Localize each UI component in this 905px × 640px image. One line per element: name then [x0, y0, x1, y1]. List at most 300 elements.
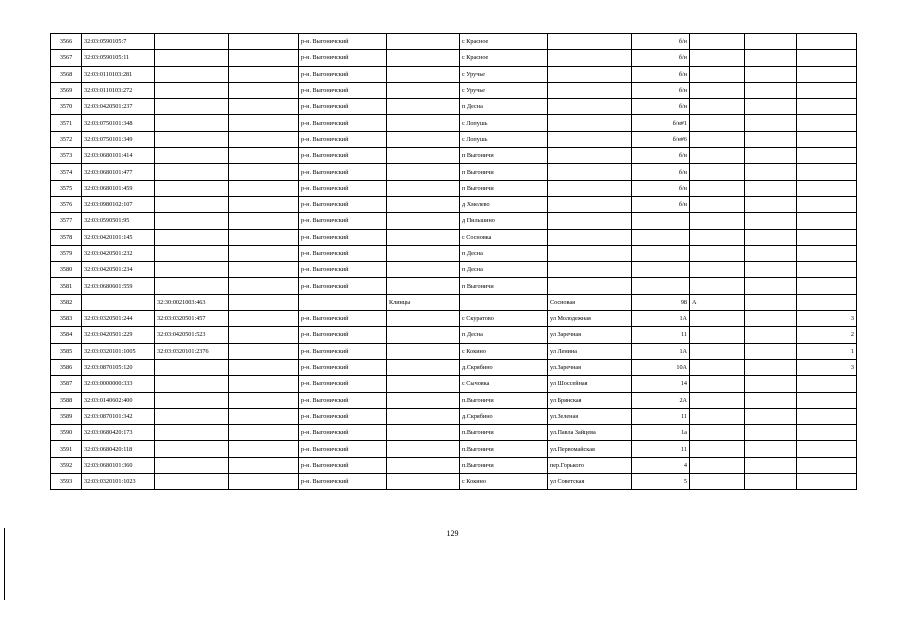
table-row	[51, 34, 857, 50]
city-cell	[387, 376, 460, 392]
empty-cell	[229, 392, 299, 408]
house-number-cell	[632, 229, 690, 245]
settlement-cell: с Уручье	[460, 82, 548, 98]
empty-cell	[229, 131, 299, 147]
building-cell	[690, 441, 745, 457]
district-cell: р-н. Выгоничский	[299, 115, 387, 131]
extra-number-cell	[797, 425, 857, 441]
empty-cell	[745, 245, 797, 261]
extra-number-cell	[797, 278, 857, 294]
cadastral-number-cell: 32:03:0680101:360	[82, 457, 155, 473]
building-cell	[690, 50, 745, 66]
settlement-cell: д Хмелево	[460, 196, 548, 212]
city-cell	[387, 392, 460, 408]
settlement-cell: с Лопушь	[460, 131, 548, 147]
extra-number-cell	[797, 457, 857, 473]
city-cell	[387, 34, 460, 50]
new-cadastral-number-cell	[155, 131, 229, 147]
cadastral-number-cell: 32:03:0750101:349	[82, 131, 155, 147]
settlement-cell: п Выгоничи	[460, 180, 548, 196]
house-number-cell: б/н#6	[632, 131, 690, 147]
new-cadastral-number-cell: 32:03:0320501:457	[155, 311, 229, 327]
settlement-cell: п Десна	[460, 245, 548, 261]
table-body	[51, 34, 857, 490]
building-cell	[690, 229, 745, 245]
city-cell	[387, 213, 460, 229]
table-row	[51, 164, 857, 180]
row-number-cell: 3576	[51, 196, 82, 212]
building-cell	[690, 196, 745, 212]
empty-cell	[745, 327, 797, 343]
building-cell	[690, 343, 745, 359]
settlement-cell: п Десна	[460, 262, 548, 278]
new-cadastral-number-cell	[155, 66, 229, 82]
settlement-cell: п Десна	[460, 327, 548, 343]
cadastral-number-cell: 32:03:0110103:272	[82, 82, 155, 98]
city-cell: Клинцы	[387, 294, 460, 310]
extra-number-cell	[797, 148, 857, 164]
street-cell	[548, 82, 632, 98]
cadastral-number-cell: 32:03:0980102:107	[82, 196, 155, 212]
empty-cell	[745, 278, 797, 294]
cadastral-number-cell: 32:03:0000000:333	[82, 376, 155, 392]
extra-number-cell: 1	[797, 343, 857, 359]
row-number-cell: 3583	[51, 311, 82, 327]
empty-cell	[745, 229, 797, 245]
district-cell: р-н. Выгоничский	[299, 441, 387, 457]
empty-cell	[745, 213, 797, 229]
new-cadastral-number-cell	[155, 245, 229, 261]
empty-cell	[229, 245, 299, 261]
city-cell	[387, 327, 460, 343]
empty-cell	[229, 376, 299, 392]
house-number-cell: 11	[632, 327, 690, 343]
row-number-cell: 3585	[51, 343, 82, 359]
district-cell: р-н. Выгоничский	[299, 164, 387, 180]
street-cell	[548, 278, 632, 294]
empty-cell	[229, 196, 299, 212]
building-cell	[690, 66, 745, 82]
cadastral-number-cell: 32:03:0420501:237	[82, 99, 155, 115]
district-cell: р-н. Выгоничский	[299, 229, 387, 245]
house-number-cell	[632, 278, 690, 294]
table-row	[51, 343, 857, 359]
city-cell	[387, 115, 460, 131]
new-cadastral-number-cell	[155, 425, 229, 441]
settlement-cell: д.Скрябино	[460, 408, 548, 424]
row-number-cell: 3580	[51, 262, 82, 278]
new-cadastral-number-cell	[155, 115, 229, 131]
building-cell	[690, 164, 745, 180]
house-number-cell	[632, 262, 690, 278]
new-cadastral-number-cell	[155, 164, 229, 180]
empty-cell	[745, 196, 797, 212]
table-row	[51, 50, 857, 66]
empty-cell	[745, 148, 797, 164]
settlement-cell: с Лопушь	[460, 115, 548, 131]
table-row	[51, 359, 857, 375]
empty-cell	[745, 294, 797, 310]
table-row	[51, 408, 857, 424]
district-cell: р-н. Выгоничский	[299, 66, 387, 82]
street-cell	[548, 99, 632, 115]
cadastral-number-cell: 32:03:0590105:7	[82, 34, 155, 50]
cadastral-number-cell: 32:03:0420101:145	[82, 229, 155, 245]
settlement-cell: с Уручье	[460, 66, 548, 82]
empty-cell	[229, 99, 299, 115]
new-cadastral-number-cell	[155, 196, 229, 212]
row-number-cell: 3582	[51, 294, 82, 310]
settlement-cell: п.Выгоничи	[460, 392, 548, 408]
extra-number-cell	[797, 229, 857, 245]
street-cell	[548, 50, 632, 66]
empty-cell	[229, 50, 299, 66]
cadastral-number-cell: 32:03:0420501:234	[82, 262, 155, 278]
extra-number-cell	[797, 376, 857, 392]
cadastral-number-cell: 32:03:0870105:120	[82, 359, 155, 375]
empty-cell	[745, 343, 797, 359]
district-cell: р-н. Выгоничский	[299, 82, 387, 98]
settlement-cell: п Выгоничи	[460, 148, 548, 164]
empty-cell	[229, 180, 299, 196]
street-cell: ул Заречная	[548, 327, 632, 343]
district-cell: р-н. Выгоничский	[299, 457, 387, 473]
district-cell: р-н. Выгоничский	[299, 343, 387, 359]
row-number-cell: 3573	[51, 148, 82, 164]
row-number-cell: 3593	[51, 474, 82, 490]
extra-number-cell: 2	[797, 327, 857, 343]
new-cadastral-number-cell	[155, 359, 229, 375]
extra-number-cell: 3	[797, 311, 857, 327]
street-cell: Сосновая	[548, 294, 632, 310]
empty-cell	[745, 262, 797, 278]
street-cell: ул Ленина	[548, 343, 632, 359]
cadastral-number-cell: 32:03:0590501:95	[82, 213, 155, 229]
city-cell	[387, 164, 460, 180]
empty-cell	[745, 164, 797, 180]
district-cell: р-н. Выгоничский	[299, 34, 387, 50]
street-cell	[548, 148, 632, 164]
street-cell	[548, 180, 632, 196]
address-register-table	[50, 33, 857, 490]
cadastral-number-cell: 32:03:0680420:118	[82, 441, 155, 457]
district-cell: р-н. Выгоничский	[299, 327, 387, 343]
row-number-cell: 3592	[51, 457, 82, 473]
building-cell	[690, 115, 745, 131]
building-cell: А	[690, 294, 745, 310]
row-number-cell: 3586	[51, 359, 82, 375]
street-cell	[548, 66, 632, 82]
empty-cell	[229, 262, 299, 278]
new-cadastral-number-cell	[155, 457, 229, 473]
city-cell	[387, 82, 460, 98]
new-cadastral-number-cell	[155, 262, 229, 278]
house-number-cell: 98	[632, 294, 690, 310]
house-number-cell: б/н	[632, 164, 690, 180]
cadastral-number-cell: 32:03:0680101:477	[82, 164, 155, 180]
building-cell	[690, 82, 745, 98]
city-cell	[387, 66, 460, 82]
street-cell: ул Молодежная	[548, 311, 632, 327]
city-cell	[387, 262, 460, 278]
district-cell: р-н. Выгоничский	[299, 262, 387, 278]
row-number-cell: 3566	[51, 34, 82, 50]
district-cell: р-н. Выгоничский	[299, 99, 387, 115]
row-number-cell: 3591	[51, 441, 82, 457]
row-number-cell: 3578	[51, 229, 82, 245]
building-cell	[690, 359, 745, 375]
house-number-cell: 4	[632, 457, 690, 473]
house-number-cell: 2А	[632, 392, 690, 408]
empty-cell	[229, 213, 299, 229]
district-cell: р-н. Выгоничский	[299, 311, 387, 327]
building-cell	[690, 474, 745, 490]
extra-number-cell	[797, 441, 857, 457]
district-cell: р-н. Выгоничский	[299, 425, 387, 441]
empty-cell	[229, 425, 299, 441]
building-cell	[690, 180, 745, 196]
city-cell	[387, 229, 460, 245]
scan-edge-line	[4, 528, 5, 600]
cadastral-number-cell: 32:03:0750101:348	[82, 115, 155, 131]
house-number-cell: б/н	[632, 148, 690, 164]
settlement-cell: с Скуратово	[460, 311, 548, 327]
empty-cell	[229, 327, 299, 343]
district-cell: р-н. Выгоничский	[299, 278, 387, 294]
cadastral-number-cell: 32:03:0680601:559	[82, 278, 155, 294]
empty-cell	[745, 66, 797, 82]
extra-number-cell	[797, 99, 857, 115]
table-row	[51, 66, 857, 82]
row-number-cell: 3588	[51, 392, 82, 408]
extra-number-cell	[797, 474, 857, 490]
empty-cell	[745, 131, 797, 147]
table-row	[51, 180, 857, 196]
street-cell: ул.Зеленая	[548, 408, 632, 424]
house-number-cell: б/н	[632, 34, 690, 50]
settlement-cell: п Выгоничи	[460, 278, 548, 294]
street-cell: ул.Первомайская	[548, 441, 632, 457]
settlement-cell: с Красное	[460, 50, 548, 66]
building-cell	[690, 392, 745, 408]
empty-cell	[745, 180, 797, 196]
empty-cell	[229, 359, 299, 375]
building-cell	[690, 425, 745, 441]
extra-number-cell	[797, 66, 857, 82]
table-row	[51, 278, 857, 294]
cadastral-number-cell: 32:03:0320101:1023	[82, 474, 155, 490]
extra-number-cell	[797, 164, 857, 180]
building-cell	[690, 34, 745, 50]
settlement-cell: с Красное	[460, 34, 548, 50]
city-cell	[387, 359, 460, 375]
street-cell	[548, 164, 632, 180]
extra-number-cell	[797, 180, 857, 196]
row-number-cell: 3590	[51, 425, 82, 441]
house-number-cell: 10А	[632, 359, 690, 375]
settlement-cell: д Пильшино	[460, 213, 548, 229]
table-row	[51, 82, 857, 98]
table-row	[51, 294, 857, 310]
new-cadastral-number-cell	[155, 213, 229, 229]
empty-cell	[745, 50, 797, 66]
house-number-cell	[632, 245, 690, 261]
district-cell	[299, 294, 387, 310]
street-cell	[548, 262, 632, 278]
empty-cell	[745, 457, 797, 473]
row-number-cell: 3584	[51, 327, 82, 343]
table-row	[51, 196, 857, 212]
empty-cell	[745, 99, 797, 115]
empty-cell	[229, 82, 299, 98]
table-row	[51, 245, 857, 261]
row-number-cell: 3587	[51, 376, 82, 392]
settlement-cell: с Кокино	[460, 474, 548, 490]
building-cell	[690, 148, 745, 164]
empty-cell	[745, 474, 797, 490]
empty-cell	[745, 82, 797, 98]
district-cell: р-н. Выгоничский	[299, 359, 387, 375]
empty-cell	[745, 425, 797, 441]
table-row	[51, 457, 857, 473]
city-cell	[387, 474, 460, 490]
settlement-cell: п.Выгоничи	[460, 457, 548, 473]
city-cell	[387, 343, 460, 359]
empty-cell	[229, 34, 299, 50]
new-cadastral-number-cell	[155, 229, 229, 245]
city-cell	[387, 148, 460, 164]
row-number-cell: 3568	[51, 66, 82, 82]
district-cell: р-н. Выгоничский	[299, 131, 387, 147]
settlement-cell: д.Скрябино	[460, 359, 548, 375]
extra-number-cell: 3	[797, 359, 857, 375]
house-number-cell: 1а	[632, 425, 690, 441]
district-cell: р-н. Выгоничский	[299, 474, 387, 490]
extra-number-cell	[797, 50, 857, 66]
extra-number-cell	[797, 131, 857, 147]
extra-number-cell	[797, 196, 857, 212]
row-number-cell: 3589	[51, 408, 82, 424]
settlement-cell: п.Выгоничи	[460, 441, 548, 457]
city-cell	[387, 441, 460, 457]
extra-number-cell	[797, 262, 857, 278]
cadastral-number-cell: 32:03:0680101:414	[82, 148, 155, 164]
city-cell	[387, 278, 460, 294]
building-cell	[690, 376, 745, 392]
table-row	[51, 213, 857, 229]
city-cell	[387, 457, 460, 473]
house-number-cell	[632, 213, 690, 229]
city-cell	[387, 408, 460, 424]
empty-cell	[229, 408, 299, 424]
new-cadastral-number-cell	[155, 278, 229, 294]
table-row	[51, 474, 857, 490]
extra-number-cell	[797, 408, 857, 424]
city-cell	[387, 131, 460, 147]
table-row	[51, 262, 857, 278]
table-row	[51, 376, 857, 392]
cadastral-number-cell: 32:03:0110103:281	[82, 66, 155, 82]
row-number-cell: 3577	[51, 213, 82, 229]
empty-cell	[229, 229, 299, 245]
empty-cell	[229, 278, 299, 294]
house-number-cell: 1А	[632, 343, 690, 359]
district-cell: р-н. Выгоничский	[299, 50, 387, 66]
new-cadastral-number-cell: 32:03:0420501:523	[155, 327, 229, 343]
page-number: 129	[446, 529, 459, 538]
house-number-cell: б/н	[632, 66, 690, 82]
street-cell	[548, 34, 632, 50]
house-number-cell: б/н	[632, 196, 690, 212]
street-cell: ул Советская	[548, 474, 632, 490]
new-cadastral-number-cell	[155, 34, 229, 50]
empty-cell	[745, 34, 797, 50]
empty-cell	[229, 294, 299, 310]
city-cell	[387, 180, 460, 196]
extra-number-cell	[797, 115, 857, 131]
district-cell: р-н. Выгоничский	[299, 180, 387, 196]
empty-cell	[745, 408, 797, 424]
street-cell: ул Брянская	[548, 392, 632, 408]
settlement-cell: п Десна	[460, 99, 548, 115]
street-cell	[548, 196, 632, 212]
house-number-cell: 11	[632, 408, 690, 424]
building-cell	[690, 99, 745, 115]
empty-cell	[229, 115, 299, 131]
cadastral-number-cell: 32:03:0320501:244	[82, 311, 155, 327]
row-number-cell: 3575	[51, 180, 82, 196]
empty-cell	[229, 474, 299, 490]
empty-cell	[229, 148, 299, 164]
cadastral-number-cell: 32:03:0420501:229	[82, 327, 155, 343]
street-cell: ул.Павла Зайцева	[548, 425, 632, 441]
street-cell	[548, 213, 632, 229]
house-number-cell: б/н	[632, 82, 690, 98]
row-number-cell: 3570	[51, 99, 82, 115]
row-number-cell: 3579	[51, 245, 82, 261]
house-number-cell: б/н	[632, 50, 690, 66]
city-cell	[387, 245, 460, 261]
district-cell: р-н. Выгоничский	[299, 148, 387, 164]
cadastral-number-cell: 32:03:0320101:1005	[82, 343, 155, 359]
row-number-cell: 3571	[51, 115, 82, 131]
row-number-cell: 3567	[51, 50, 82, 66]
settlement-cell: с Кокино	[460, 343, 548, 359]
row-number-cell: 3569	[51, 82, 82, 98]
street-cell	[548, 229, 632, 245]
extra-number-cell	[797, 392, 857, 408]
district-cell: р-н. Выгоничский	[299, 408, 387, 424]
empty-cell	[745, 359, 797, 375]
table-row	[51, 115, 857, 131]
building-cell	[690, 408, 745, 424]
city-cell	[387, 311, 460, 327]
house-number-cell: 1А	[632, 311, 690, 327]
empty-cell	[745, 376, 797, 392]
new-cadastral-number-cell	[155, 376, 229, 392]
building-cell	[690, 262, 745, 278]
house-number-cell: б/н	[632, 180, 690, 196]
empty-cell	[229, 164, 299, 180]
district-cell: р-н. Выгоничский	[299, 376, 387, 392]
new-cadastral-number-cell	[155, 180, 229, 196]
row-number-cell: 3574	[51, 164, 82, 180]
new-cadastral-number-cell	[155, 82, 229, 98]
cadastral-number-cell: 32:03:0590105:11	[82, 50, 155, 66]
table-row	[51, 131, 857, 147]
cadastral-number-cell: 32:03:0420501:232	[82, 245, 155, 261]
new-cadastral-number-cell	[155, 148, 229, 164]
